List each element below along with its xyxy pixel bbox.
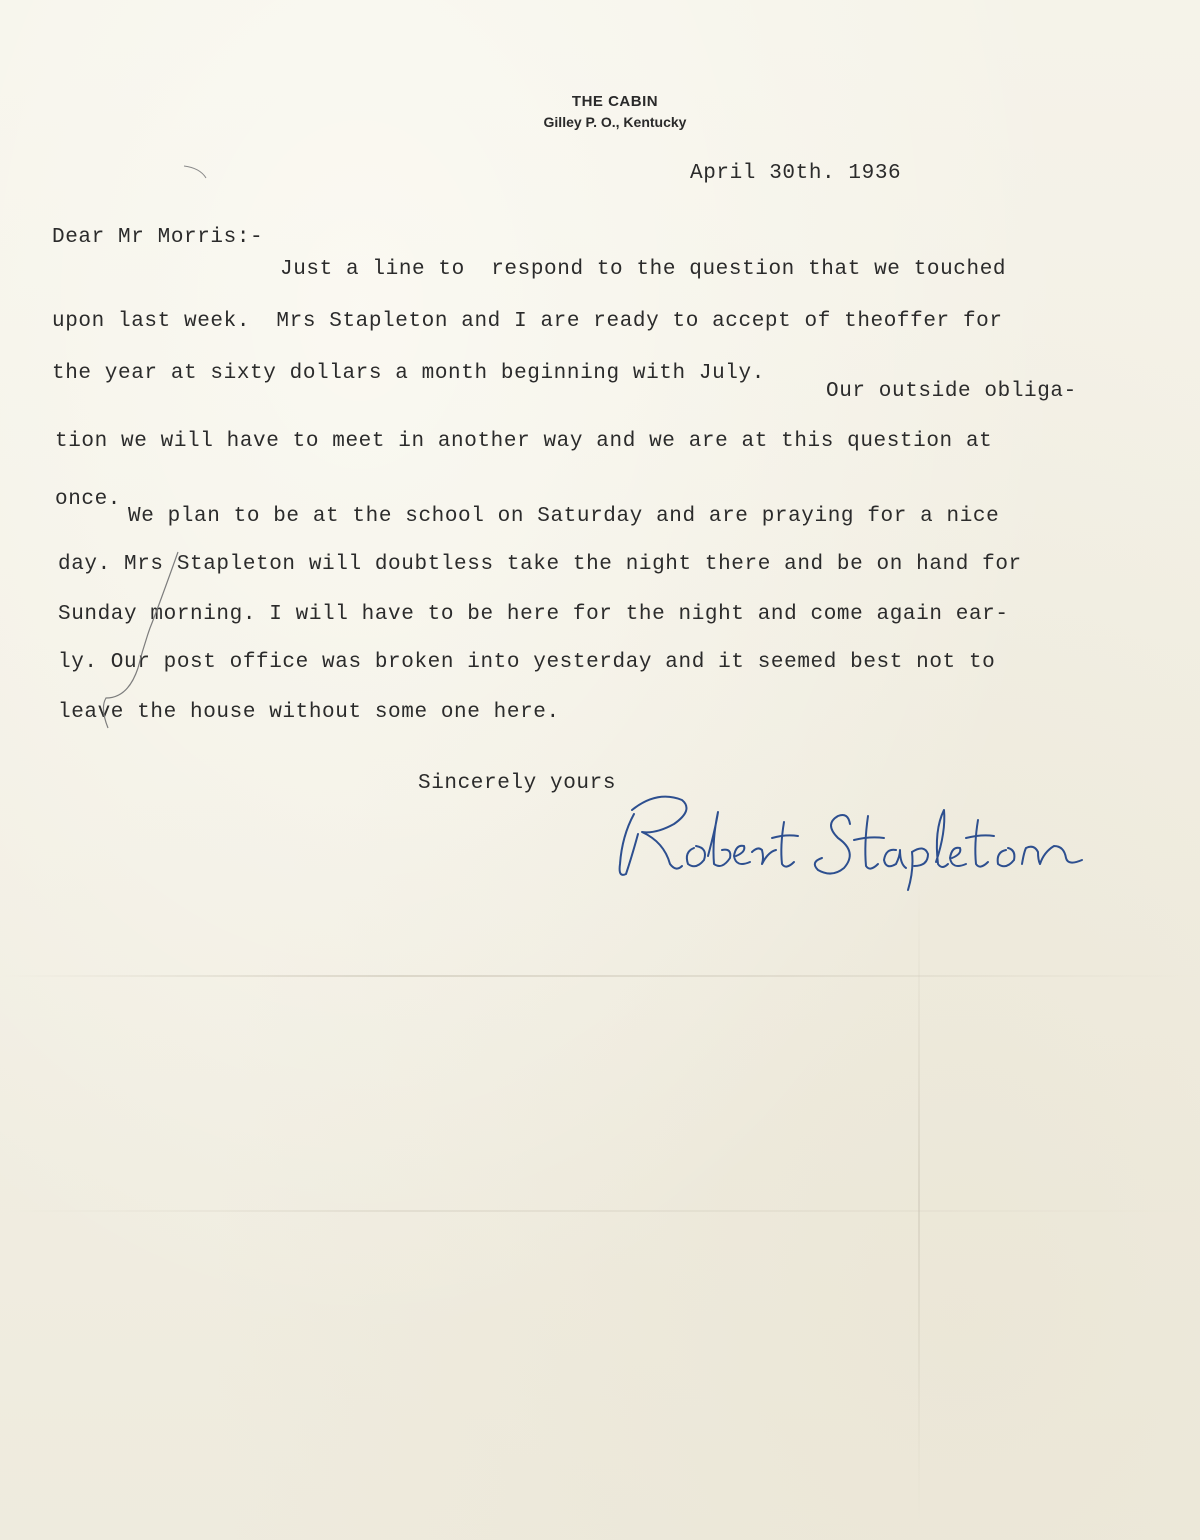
body-line: tion we will have to meet in another way and we are at this question at <box>55 430 993 453</box>
letterhead <box>440 92 790 132</box>
salutation: Dear Mr Morris:- <box>52 226 264 249</box>
letter-date: April 30th. 1936 <box>690 162 902 185</box>
paper-fold-line <box>0 1210 1200 1212</box>
signature <box>612 786 1102 896</box>
body-line: Sunday morning. I will have to be here for the night and come again ear- <box>58 603 1009 626</box>
body-line: We plan to be at the school on Saturday and are praying for a nice <box>128 505 1000 528</box>
pencil-tick-mark <box>180 160 220 190</box>
body-line: upon last week. Mrs Stapleton and I are ready to accept of theoffer for <box>52 310 1003 333</box>
body-line: Our outside obliga- <box>826 380 1077 403</box>
body-line: Just a line to respond to the question that we touched <box>280 258 1007 281</box>
pencil-margin-mark <box>98 548 188 748</box>
body-line: ly. Our post office was broken into yesterday and it seemed best not to <box>58 651 996 674</box>
letterhead-title: THE CABIN <box>571 93 659 110</box>
body-line: the year at sixty dollars a month beginning with July. <box>52 362 765 385</box>
body-line: day. Mrs Stapleton will doubtless take the night there and be on hand for <box>58 553 1022 576</box>
handwritten-signature <box>612 786 1102 896</box>
closing: Sincerely yours <box>418 772 617 795</box>
body-line: once. <box>55 488 122 511</box>
body-line: leave the house without some one here. <box>58 701 560 724</box>
paper-fold-line <box>0 975 1200 977</box>
letterhead-address: Gilley P. O., Kentucky <box>543 114 687 130</box>
paper-fold-line-vertical <box>918 880 920 1520</box>
